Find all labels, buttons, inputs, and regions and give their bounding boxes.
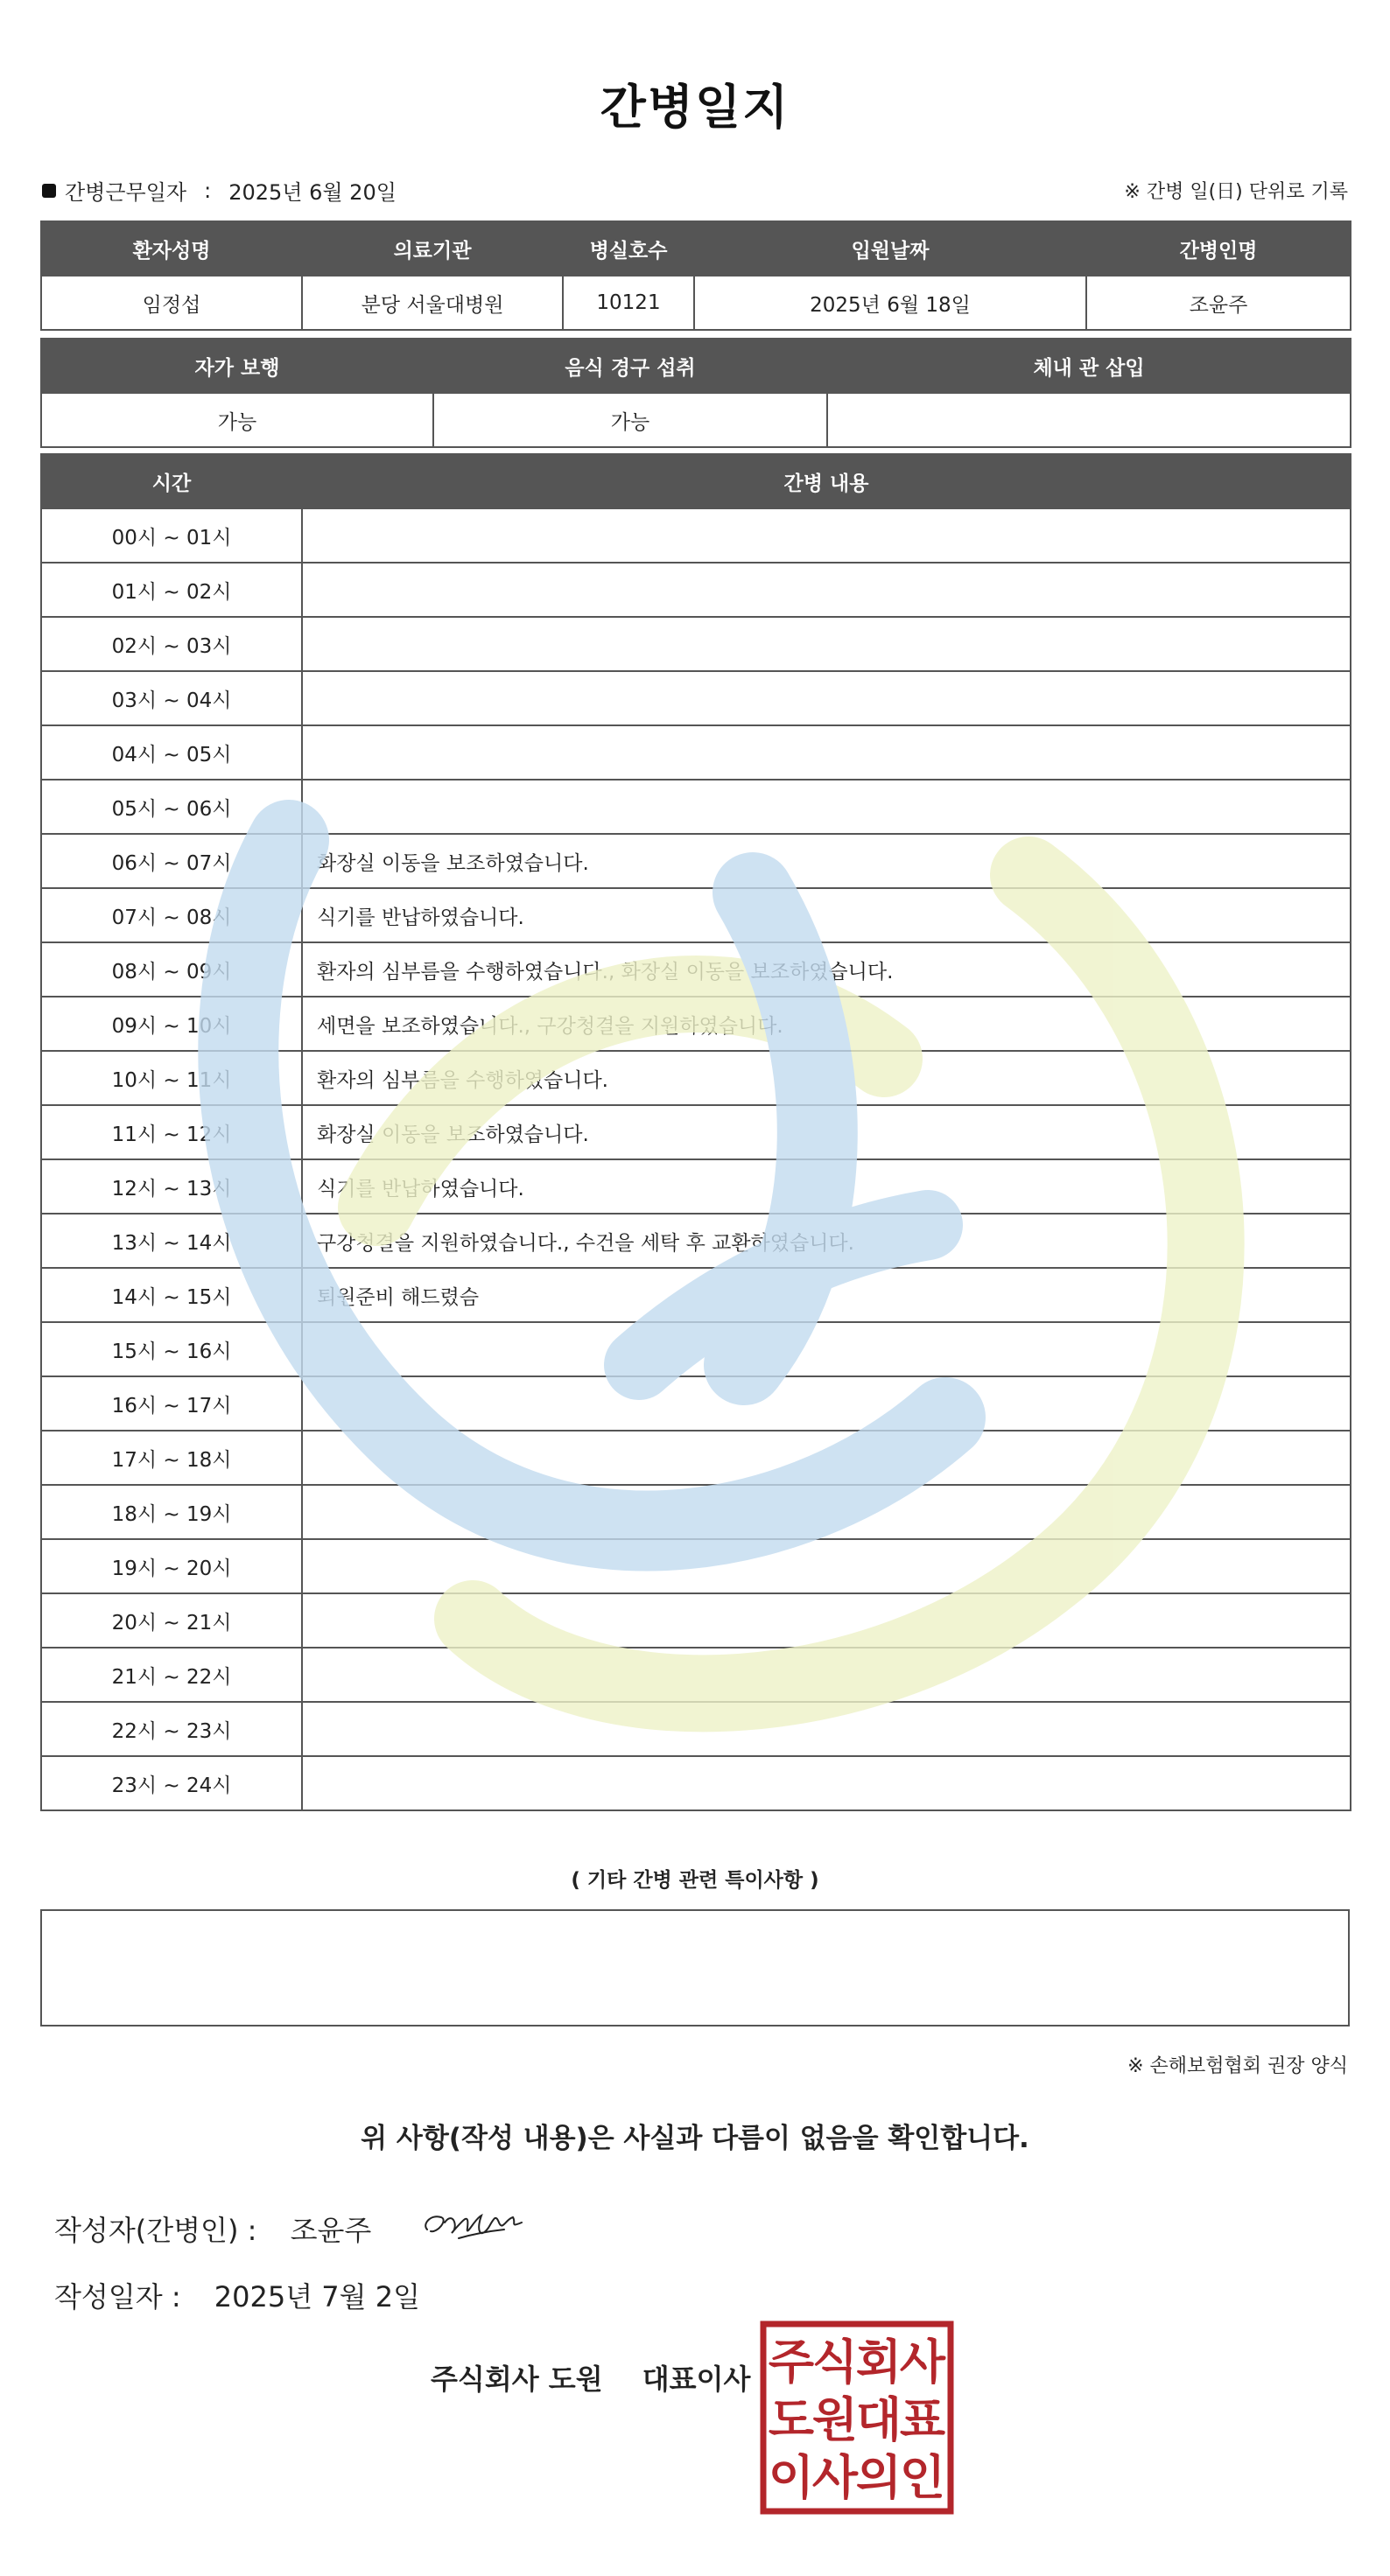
care-content xyxy=(302,617,1351,671)
patient-status-table xyxy=(40,338,1351,448)
time-slot: 17시 ~ 18시 xyxy=(41,1431,302,1485)
work-date-colon: : xyxy=(204,178,212,203)
time-slot: 08시 ~ 09시 xyxy=(41,942,302,997)
care-log-row xyxy=(41,1756,1351,1810)
care-log-row xyxy=(41,1539,1351,1593)
care-content xyxy=(302,1322,1351,1376)
work-date-value: 2025년 6월 20일 xyxy=(228,180,397,205)
care-log-row xyxy=(41,1159,1351,1214)
care-content xyxy=(302,1431,1351,1485)
time-slot: 14시 ~ 15시 xyxy=(41,1268,302,1322)
care-log-row xyxy=(41,888,1351,942)
writer-value: 조윤주 xyxy=(290,2214,372,2247)
self-walking-value: 가능 xyxy=(41,393,433,447)
time-slot: 22시 ~ 23시 xyxy=(41,1702,302,1756)
seal-character: 사 xyxy=(811,2450,859,2505)
care-content xyxy=(302,1702,1351,1756)
care-log-row xyxy=(41,1268,1351,1322)
seal-character: 대 xyxy=(855,2392,902,2447)
seal-character: 회 xyxy=(855,2334,902,2390)
written-date-label: 작성일자 : xyxy=(54,2280,181,2314)
seal-character: 인 xyxy=(899,2450,946,2505)
care-log-header-row xyxy=(41,454,1351,508)
time-slot: 12시 ~ 13시 xyxy=(41,1159,302,1214)
time-slot: 23시 ~ 24시 xyxy=(41,1756,302,1810)
patient-info-value-row xyxy=(41,276,1351,330)
writer-label: 작성자(간병인) : xyxy=(54,2214,257,2247)
seal-character: 이 xyxy=(768,2450,815,2505)
care-log-row xyxy=(41,617,1351,671)
care-content xyxy=(302,725,1351,780)
care-log-row xyxy=(41,780,1351,834)
care-content: 화장실 이동을 보조하였습니다. xyxy=(302,1105,1351,1159)
time-slot: 10시 ~ 11시 xyxy=(41,1051,302,1105)
care-log-row xyxy=(41,1648,1351,1702)
care-log-row xyxy=(41,1431,1351,1485)
status-value-row xyxy=(41,393,1351,447)
care-content: 환자의 심부름을 수행하였습니다., 화장실 이동을 보조하였습니다. xyxy=(302,942,1351,997)
record-note: ※ 간병 일(日) 단위로 기록 xyxy=(1124,181,1348,203)
care-content xyxy=(302,1539,1351,1593)
time-slot: 11시 ~ 12시 xyxy=(41,1105,302,1159)
care-log-row xyxy=(41,1376,1351,1431)
care-content xyxy=(302,1376,1351,1431)
written-date-line xyxy=(54,2275,420,2315)
time-slot: 04시 ~ 05시 xyxy=(41,725,302,780)
tube-insertion-value xyxy=(827,393,1351,447)
time-slot: 16시 ~ 17시 xyxy=(41,1376,302,1431)
header-oral-intake: 음식 경구 섭취 xyxy=(433,339,827,393)
care-content: 세면을 보조하였습니다., 구강청결을 지원하였습니다. xyxy=(302,997,1351,1051)
care-log-row xyxy=(41,1322,1351,1376)
time-slot: 06시 ~ 07시 xyxy=(41,834,302,888)
seal-character: 의 xyxy=(855,2450,902,2505)
care-log-row xyxy=(41,1214,1351,1268)
care-content xyxy=(302,1593,1351,1648)
header-patient-name: 환자성명 xyxy=(41,221,302,276)
time-slot: 02시 ~ 03시 xyxy=(41,617,302,671)
care-content: 식기를 반납하였습니다. xyxy=(302,1159,1351,1214)
header-time: 시간 xyxy=(41,454,302,508)
care-log-row xyxy=(41,997,1351,1051)
care-content: 구강청결을 지원하였습니다., 수건을 세탁 후 교환하였습니다. xyxy=(302,1214,1351,1268)
company-ceo: 대표이사 xyxy=(642,2362,751,2396)
remarks-title: ( 기타 간병 관련 특이사항 ) xyxy=(571,1869,819,1892)
time-slot: 13시 ~ 14시 xyxy=(41,1214,302,1268)
care-content: 화장실 이동을 보조하였습니다. xyxy=(302,834,1351,888)
confirmation-statement: 위 사항(작성 내용)은 사실과 다름이 없음을 확인합니다. xyxy=(361,2123,1029,2154)
patient-info-header-row xyxy=(41,221,1351,276)
care-content xyxy=(302,1485,1351,1539)
care-content xyxy=(302,780,1351,834)
patient-name: 임정섭 xyxy=(41,276,302,330)
care-log-row xyxy=(41,671,1351,725)
care-content xyxy=(302,1756,1351,1810)
care-log-row xyxy=(41,563,1351,617)
document-title: 간병일지 xyxy=(600,80,790,135)
care-content xyxy=(302,671,1351,725)
time-slot: 19시 ~ 20시 xyxy=(41,1539,302,1593)
header-caregiver-name: 간병인명 xyxy=(1086,221,1351,276)
care-log-row xyxy=(41,508,1351,563)
care-log-row xyxy=(41,1485,1351,1539)
care-log-row xyxy=(41,1702,1351,1756)
company-seal-stamp xyxy=(760,2320,954,2515)
time-slot: 18시 ~ 19시 xyxy=(41,1485,302,1539)
header-room: 병실호수 xyxy=(563,221,694,276)
header-self-walking: 자가 보행 xyxy=(41,339,433,393)
seal-character: 표 xyxy=(899,2392,946,2447)
seal-character: 도 xyxy=(768,2392,815,2447)
form-footnote: ※ 손해보험협회 권장 양식 xyxy=(1127,2055,1348,2077)
company-line xyxy=(431,2357,750,2398)
seal-character: 사 xyxy=(899,2334,946,2390)
care-log-row xyxy=(41,834,1351,888)
time-slot: 00시 ~ 01시 xyxy=(41,508,302,563)
patient-info-table xyxy=(40,220,1351,331)
bullet-square-icon xyxy=(42,184,56,198)
time-slot: 01시 ~ 02시 xyxy=(41,563,302,617)
care-content xyxy=(302,1648,1351,1702)
time-slot: 20시 ~ 21시 xyxy=(41,1593,302,1648)
admission-date: 2025년 6월 18일 xyxy=(694,276,1086,330)
header-care-content: 간병 내용 xyxy=(302,454,1351,508)
care-content: 식기를 반납하였습니다. xyxy=(302,888,1351,942)
care-log-row xyxy=(41,942,1351,997)
care-log-table xyxy=(40,453,1351,1811)
care-log-row xyxy=(41,1105,1351,1159)
room-number: 10121 xyxy=(563,276,694,330)
oral-intake-value: 가능 xyxy=(433,393,827,447)
care-log-row xyxy=(41,725,1351,780)
seal-character: 주 xyxy=(768,2334,815,2390)
work-date xyxy=(42,175,397,206)
seal-character: 식 xyxy=(811,2334,859,2390)
hospital-name: 분당 서울대병원 xyxy=(302,276,563,330)
written-date-value: 2025년 7월 2일 xyxy=(214,2280,421,2314)
header-tube-insertion: 체내 관 삽입 xyxy=(827,339,1351,393)
care-content: 퇴원준비 해드렸슴 xyxy=(302,1268,1351,1322)
work-date-label: 간병근무일자 xyxy=(65,180,187,205)
header-hospital: 의료기관 xyxy=(302,221,563,276)
care-content: 환자의 심부름을 수행하였습니다. xyxy=(302,1051,1351,1105)
time-slot: 21시 ~ 22시 xyxy=(41,1648,302,1702)
remarks-box xyxy=(40,1909,1350,2026)
time-slot: 07시 ~ 08시 xyxy=(41,888,302,942)
status-header-row xyxy=(41,339,1351,393)
care-log-row xyxy=(41,1051,1351,1105)
header-admission-date: 입원날짜 xyxy=(694,221,1086,276)
seal-character: 원 xyxy=(811,2392,859,2447)
time-slot: 03시 ~ 04시 xyxy=(41,671,302,725)
handwritten-signature xyxy=(418,2193,532,2254)
caregiver-name: 조윤주 xyxy=(1086,276,1351,330)
company-name: 주식회사 도원 xyxy=(431,2362,603,2396)
time-slot: 09시 ~ 10시 xyxy=(41,997,302,1051)
time-slot: 05시 ~ 06시 xyxy=(41,780,302,834)
writer-line xyxy=(54,2208,371,2249)
care-log-row xyxy=(41,1593,1351,1648)
care-content xyxy=(302,508,1351,563)
time-slot: 15시 ~ 16시 xyxy=(41,1322,302,1376)
care-content xyxy=(302,563,1351,617)
